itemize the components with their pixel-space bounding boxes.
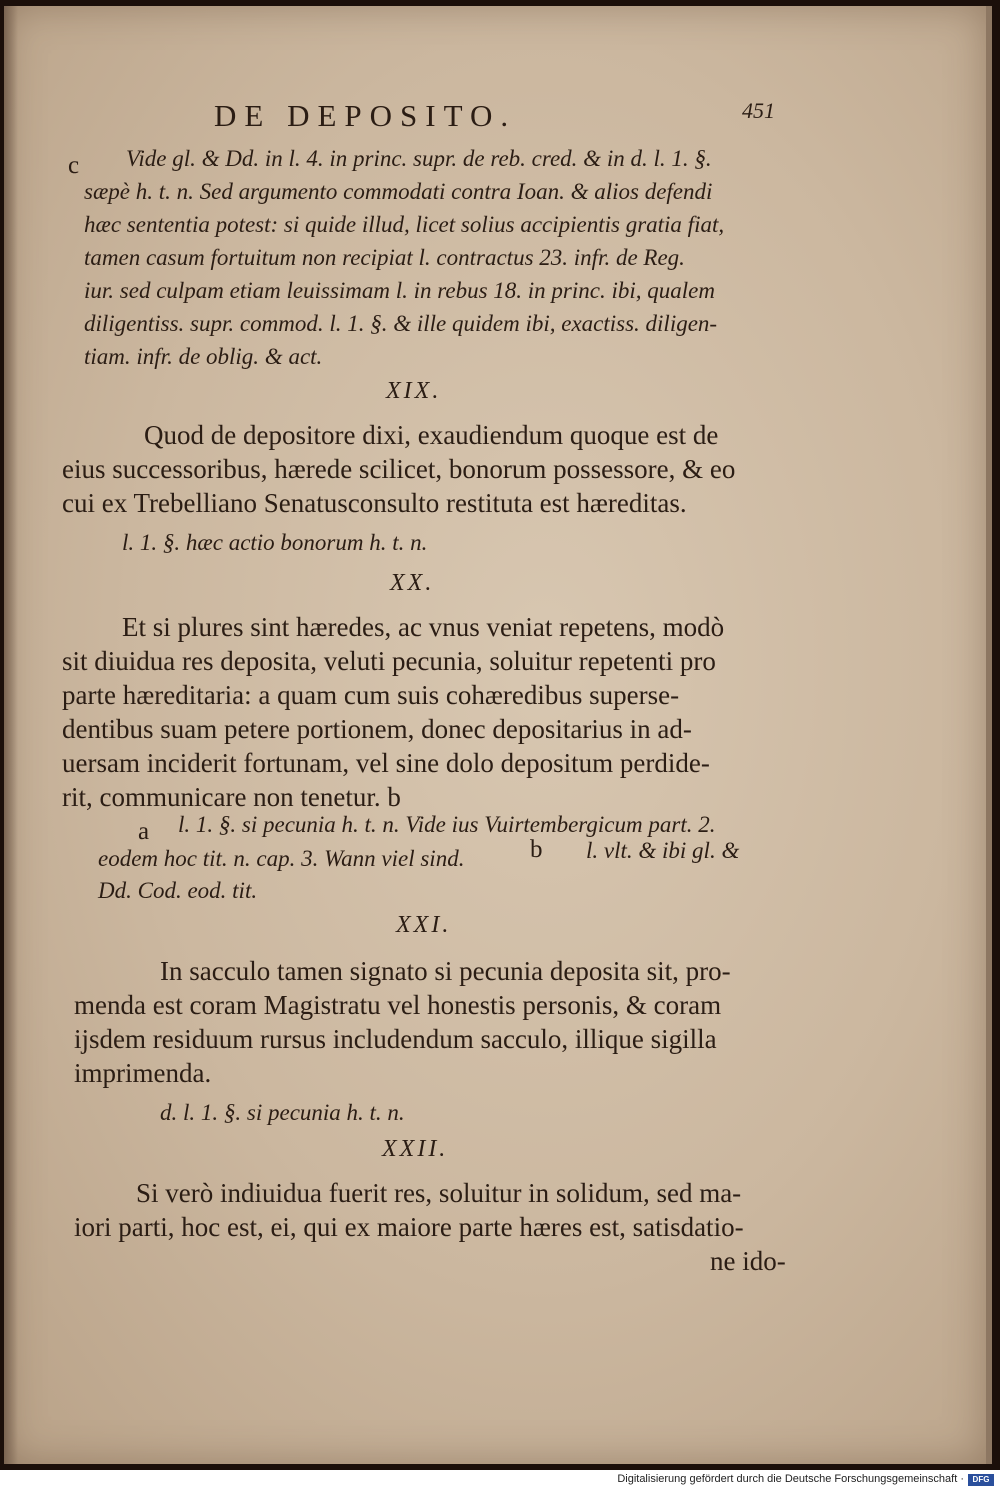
note-c-line: iur. sed culpam etiam leuissimam l. in rebus 18. in princ. ibi, qualem (84, 278, 715, 303)
body-line: sit diuidua res deposita, veluti pecunia, soluitur repetenti pro (62, 646, 716, 676)
note-c-line: sæpè h. t. n. Sed argumento commodati contra Ioan. & alios defendi (84, 179, 713, 204)
section-heading: XX. (390, 570, 435, 596)
digitization-footer (0, 1470, 1000, 1491)
note-c-line: tiam. infr. de oblig. & act. (84, 344, 323, 369)
citation: d. l. 1. §. si pecunia h. t. n. (160, 1100, 405, 1125)
body-line: parte hæreditaria: a quam cum suis cohæredibus superse- (62, 680, 680, 710)
body-line: ijsdem residuum rursus includendum sacculo, illique sigilla (74, 1024, 717, 1054)
section-heading: XIX. (386, 378, 442, 404)
body-line: eius successoribus, hærede scilicet, bonorum possessore, & eo (62, 454, 736, 484)
note-c-line: diligentiss. supr. commod. l. 1. §. & ille quidem ibi, exactiss. diligen- (84, 311, 718, 336)
page-text (4, 6, 986, 1464)
running-head: DE DEPOSITO. (214, 98, 517, 133)
note-c-marker: c (68, 152, 80, 179)
body-line: cui ex Trebelliano Senatusconsulto restituta est hæreditas. (62, 488, 687, 518)
body-line: imprimenda. (74, 1058, 212, 1088)
page-number: 451 (742, 98, 775, 123)
note-b-marker: b (530, 836, 543, 863)
body-line: Si verò indiuidua fuerit res, soluitur in solidum, sed ma- (136, 1178, 742, 1208)
body-line: Et si plures sint hæredes, ac vnus veniat repetens, modò (122, 612, 725, 642)
note-c-line: tamen casum fortuitum non recipiat l. contractus 23. infr. de Reg. (84, 245, 685, 270)
body-line: In sacculo tamen signato si pecunia deposita sit, pro- (160, 956, 731, 986)
note-a-line: eodem hoc tit. n. cap. 3. Wann viel sind. (98, 846, 465, 871)
book-page (4, 6, 992, 1464)
body-line: iori parti, hoc est, ei, qui ex maiore parte hæres est, satisdatio- (74, 1212, 744, 1242)
catchword: ne ido- (710, 1246, 786, 1276)
note-c-line: Vide gl. & Dd. in l. 4. in princ. supr. de reb. cred. & in d. l. 1. §. (126, 146, 712, 171)
dfg-logo: DFG (968, 1474, 994, 1486)
note-b-line: l. vlt. & ibi gl. & (586, 838, 740, 863)
body-line: dentibus suam petere portionem, donec depositarius in ad- (62, 714, 692, 744)
section-heading: XXII. (382, 1136, 449, 1162)
note-a-line: l. 1. §. si pecunia h. t. n. Vide ius Vuirtembergicum part. 2. (178, 812, 716, 837)
body-line: rit, communicare non tenetur. b (62, 782, 401, 812)
note-c-line: hæc sententia potest: si quide illud, licet solius accipientis gratia fiat, (84, 212, 725, 237)
note-b-continued: Dd. Cod. eod. tit. (98, 878, 258, 903)
note-a-marker: a (138, 818, 150, 845)
body-line: menda est coram Magistratu vel honestis personis, & coram (74, 990, 722, 1020)
citation: l. 1. §. hæc actio bonorum h. t. n. (122, 530, 428, 555)
section-heading: XXI. (396, 912, 452, 938)
body-line: uersam inciderit fortunam, vel sine dolo depositum perdide- (62, 748, 710, 778)
body-line: Quod de depositore dixi, exaudiendum quoque est de (144, 420, 719, 450)
funding-note: Digitalisierung gefördert durch die Deutsche Forschungsgemeinschaft · (617, 1473, 964, 1485)
